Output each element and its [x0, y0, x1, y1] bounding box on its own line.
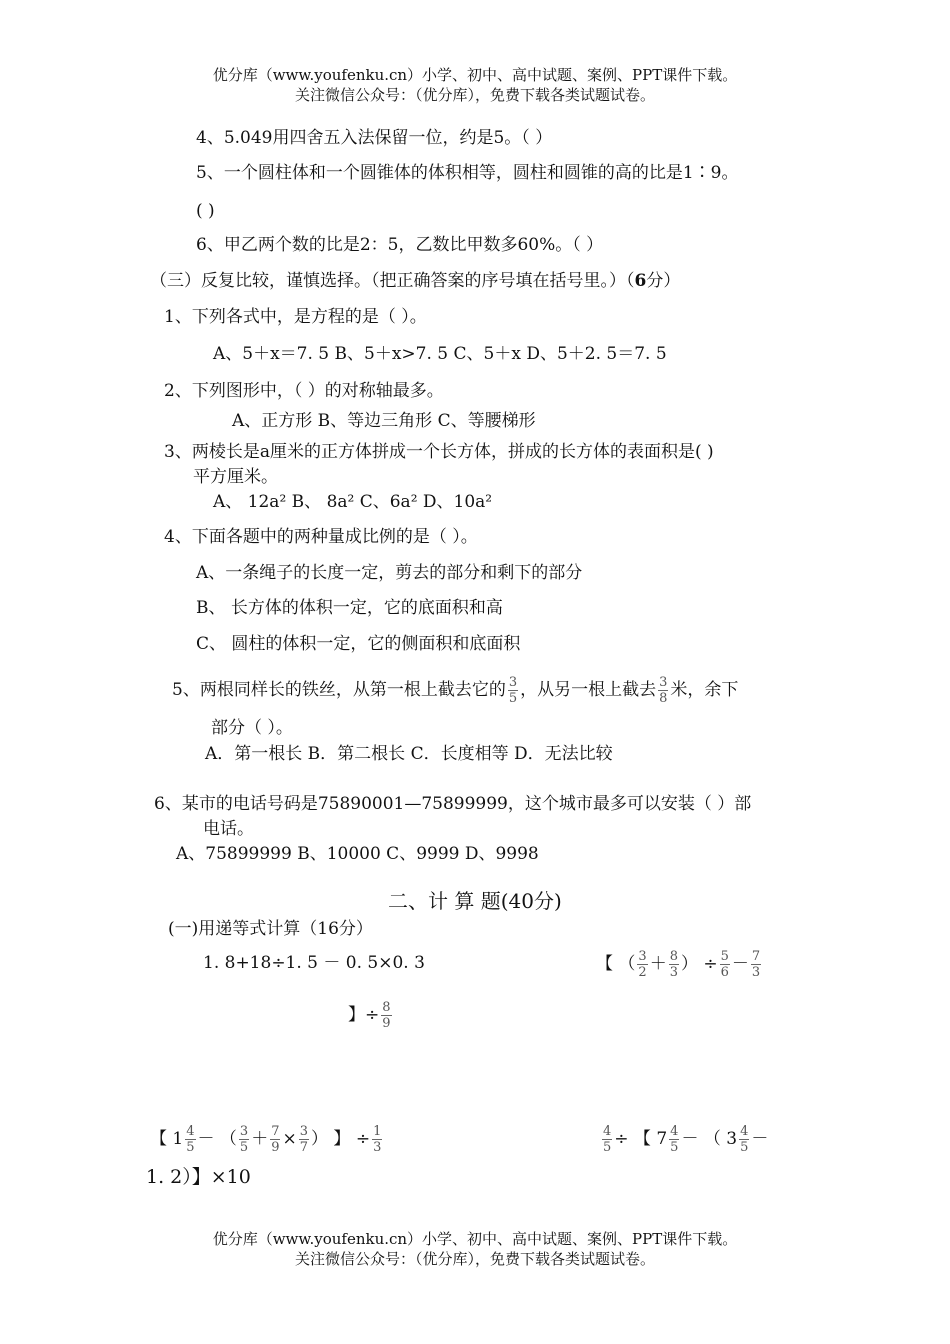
fraction: $\frac{3}{8}$ [659, 675, 668, 706]
judge-q5: 5、一个圆柱体和一个圆锥体的体积相等，圆柱和圆锥的高的比是1∶9。 [196, 163, 739, 183]
fraction: $\frac{7}{9}$ [271, 1124, 280, 1155]
choice-q5: 5、两根同样长的铁丝，从第一根上截去它的 $\frac{3}{5}$ ，从另一根上截去 $\frac{3}{8}$ 米，余下 [172, 675, 739, 706]
choice-q6-cont: 电话。 [203, 819, 254, 839]
fraction: $\frac{4}{5}$ [670, 1124, 679, 1155]
choice-q1: 1、下列各式中，是方程的是（ ）。 [164, 307, 427, 327]
choice-q1-options: A、5＋x＝7. 5 B、5＋x>7. 5 C、5＋x D、5＋2. 5＝7. 5 [213, 344, 667, 364]
choice-q2-options: A、正方形 B、等边三角形 C、等腰梯形 [232, 411, 536, 431]
calc-expr-1: 1. 8+18÷1. 5 － 0. 5×0. 3 [203, 953, 425, 973]
calc-expr-3: 【 1 $\frac{4}{5}$ － （ $\frac{3}{5}$ ＋ $\frac{7}{9}$ × $\frac{3}{7}$ ） 】 ÷ $\frac{1}{3}$ [150, 1124, 382, 1155]
header-line-2: 关注微信公众号：（优分库），免费下载各类试题试卷。 [294, 86, 655, 104]
choice-q3-cont: 平方厘米。 [193, 467, 278, 487]
calc-expr-2: 【 （ $\frac{3}{2}$ ＋ $\frac{8}{3}$ ） ÷ $\frac{5}{6}$ － $\frac{7}{3}$ [596, 949, 761, 980]
fraction: $\frac{8}{3}$ [669, 949, 678, 980]
calc-expr-4-tail: 1. 2）】×10 [146, 1166, 251, 1188]
choice-q5-options: A．第一根长 B．第二根长 C．长度相等 D．无法比较 [205, 744, 613, 764]
choice-q4: 4、下面各题中的两种量成比例的是（ ）。 [164, 527, 478, 547]
fraction: $\frac{3}{7}$ [299, 1124, 309, 1155]
fraction: $\frac{1}{3}$ [373, 1124, 382, 1155]
judge-q6: 6、甲乙两个数的比是2：5，乙数比甲数多60%。（ ） [196, 235, 604, 255]
calc-sub-title: (一)用递等式计算（16分） [168, 919, 373, 939]
choice-section-title: （三）反复比较，谨慎选择。（把正确答案的序号填在括号里。）（6分） [150, 271, 681, 291]
fraction: $\frac{4}{5}$ [603, 1124, 612, 1155]
fraction: $\frac{7}{3}$ [751, 949, 761, 980]
calc-section-title: 二、计 算 题(40分) [388, 889, 562, 913]
choice-q6-options: A、75899999 B、10000 C、9999 D、9998 [176, 844, 539, 864]
choice-q3: 3、两棱长是a厘米的正方体拼成一个长方体，拼成的长方体的表面积是( ) [164, 442, 714, 462]
fraction: $\frac{4}{5}$ [740, 1124, 749, 1155]
judge-q5-paren: ( ) [196, 201, 215, 221]
fraction: $\frac{3}{2}$ [638, 949, 647, 980]
choice-q4-option-b: B、 长方体的体积一定，它的底面积和高 [196, 598, 503, 618]
choice-q4-option-c: C、 圆柱的体积一定，它的侧面积和底面积 [196, 634, 521, 654]
fraction: $\frac{8}{9}$ [382, 1000, 391, 1031]
choice-q2: 2、下列图形中，（ ）的对称轴最多。 [164, 381, 444, 401]
footer-line-1: 优分库（www.youfenku.cn）小学、初中、高中试题、案例、PPT课件下载。 [212, 1230, 738, 1248]
footer-line-2: 关注微信公众号：（优分库），免费下载各类试题试卷。 [294, 1250, 655, 1268]
fraction: $\frac{5}{6}$ [720, 949, 729, 980]
choice-q4-option-a: A、一条绳子的长度一定，剪去的部分和剩下的部分 [196, 563, 583, 583]
calc-expr-4: $\frac{4}{5}$ ÷ 【 7 $\frac{4}{5}$ － （ 3 $\frac{4}{5}$ － [603, 1124, 769, 1155]
choice-q6: 6、某市的电话号码是75890001—75899999，这个城市最多可以安装（ ）部 [154, 794, 752, 814]
choice-q5-cont: 部分（ ）。 [211, 718, 293, 738]
fraction: $\frac{4}{5}$ [186, 1124, 195, 1155]
judge-q4: 4、5.049用四舍五入法保留一位，约是5。（ ） [196, 128, 553, 148]
fraction: $\frac{3}{5}$ [239, 1124, 249, 1155]
calc-expr-2-tail: 】÷ $\frac{8}{9}$ [348, 1000, 391, 1031]
choice-q3-options: A、 12a² B、 8a² C、6a² D、10a² [213, 492, 493, 512]
header-line-1: 优分库（www.youfenku.cn）小学、初中、高中试题、案例、PPT课件下载。 [212, 66, 738, 84]
fraction: $\frac{3}{5}$ [508, 675, 518, 706]
